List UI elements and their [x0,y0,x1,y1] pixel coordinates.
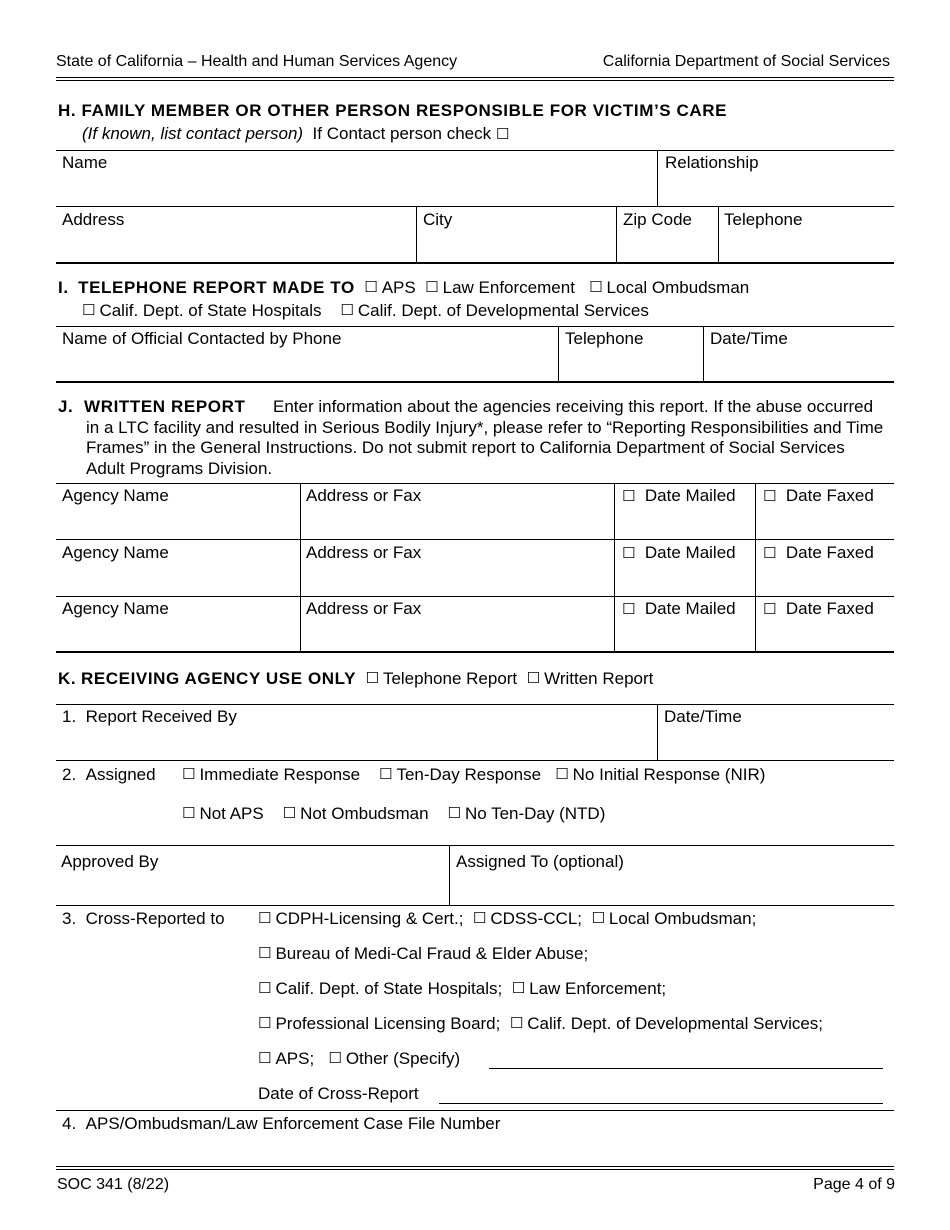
cross-reported-label: 3. Cross-Reported to [62,909,225,928]
agency-name-field[interactable]: Agency Name [62,599,169,618]
section-k-heading: K. RECEIVING AGENCY USE ONLY ☐ Telephone Report ☐ Written Report [58,669,653,689]
cross-report-line-2 [258,944,588,964]
telephone-report-checkbox[interactable]: ☐ Telephone Report [366,669,518,688]
official-name-field[interactable]: Name of Official Contacted by Phone [62,329,342,348]
agency-address-field[interactable]: Address or Fax [306,486,422,505]
law-enforcement-checkbox[interactable]: ☐ Law Enforcement [425,278,575,297]
date-of-cross-report-label: Date of Cross-Report [258,1084,419,1103]
cross-report-line-4 [258,1014,823,1034]
local-ombudsman-checkbox[interactable]: ☐ Local Ombudsman [589,278,749,297]
address-field[interactable]: Address [62,210,125,229]
header-department: California Department of Social Services [602,53,890,70]
law-enforcement-cross-checkbox[interactable]: ☐ Law Enforcement; [512,979,666,998]
i-telephone-field[interactable]: Telephone [565,329,644,348]
header-agency: State of California – Health and Human Services Agency [56,53,458,70]
not-aps-checkbox[interactable]: ☐ Not APS [182,804,264,823]
h-table-top [56,150,894,151]
assigned-label: 2. Assigned [62,765,156,784]
section-i-line1: I. TELEPHONE REPORT MADE TO ☐ APS ☐ Law Enforcement ☐ Local Ombudsman [58,278,749,298]
written-report-checkbox[interactable]: ☐ Written Report [527,669,654,688]
other-specify-input[interactable] [489,1068,883,1069]
approved-by-field[interactable]: Approved By [61,852,159,871]
cdss-ccl-checkbox[interactable]: ☐ CDSS-CCL; [473,909,582,928]
date-faxed-checkbox[interactable]: ☐ Date Faxed [763,599,874,618]
immediate-response-checkbox[interactable]: ☐ Immediate Response [182,765,360,784]
agency-name-field[interactable]: Agency Name [62,543,169,562]
agency-name-field[interactable]: Agency Name [62,486,169,505]
footer-rule-2 [56,1169,894,1170]
section-j-instructions: Enter information about the agencies receiving this report. If the abuse occurred in a LTC facility and resulted in Serious Bodily Injury*, please refer to “Reporting Responsibilities and Time Frames” in the General Instructions. Do not submit report to California Department of Social Services Adult Programs Division. [86,397,884,478]
h-telephone-field[interactable]: Telephone [724,210,803,229]
not-ombudsman-checkbox[interactable]: ☐ Not Ombudsman [283,804,429,823]
relationship-field[interactable]: Relationship [665,153,759,172]
no-initial-response-checkbox[interactable]: ☐ No Initial Response (NIR) [555,765,765,784]
ten-day-response-checkbox[interactable]: ☐ Ten-Day Response [379,765,541,784]
assigned-options-row1 [182,765,765,785]
aps-cross-checkbox[interactable]: ☐ APS; [258,1049,314,1068]
local-ombudsman-cross-checkbox[interactable]: ☐ Local Ombudsman; [591,909,756,928]
date-faxed-checkbox[interactable]: ☐ Date Faxed [763,543,874,562]
cross-report-line-3 [258,979,666,999]
date-mailed-checkbox[interactable]: ☐ Date Mailed [622,543,736,562]
section-h-heading: H. FAMILY MEMBER OR OTHER PERSON RESPONSIBLE FOR VICTIM’S CARE [58,101,728,120]
i-datetime-field[interactable]: Date/Time [710,329,788,348]
report-received-by-field[interactable]: 1. Report Received By [62,707,237,726]
header-rule [56,77,894,78]
date-of-cross-report-input[interactable] [439,1103,883,1104]
medi-cal-fraud-checkbox[interactable]: ☐ Bureau of Medi-Cal Fraud & Elder Abuse; [258,944,588,963]
developmental-services-cross-checkbox[interactable]: ☐ Calif. Dept. of Developmental Services; [510,1014,823,1033]
developmental-services-checkbox[interactable]: ☐ Calif. Dept. of Developmental Services [340,301,648,320]
agency-address-field[interactable]: Address or Fax [306,599,422,618]
date-mailed-checkbox[interactable]: ☐ Date Mailed [622,599,736,618]
state-hospitals-cross-checkbox[interactable]: ☐ Calif. Dept. of State Hospitals; [258,979,502,998]
no-ten-day-checkbox[interactable]: ☐ No Ten-Day (NTD) [447,804,605,823]
section-j-heading: J. WRITTEN REPORT [58,397,246,416]
cross-report-line-5 [258,1049,460,1069]
zip-field[interactable]: Zip Code [623,210,692,229]
form-number: SOC 341 (8/22) [57,1176,170,1193]
section-h-note-line: (If known, list contact person) If Contact person check ☐ [82,124,510,143]
other-specify-checkbox[interactable]: ☐ Other (Specify) [328,1049,460,1068]
state-hospitals-checkbox[interactable]: ☐ Calif. Dept. of State Hospitals [82,301,322,320]
cross-report-line-1 [258,909,756,929]
aps-checkbox[interactable]: ☐ APS [364,278,415,297]
city-field[interactable]: City [423,210,453,229]
assigned-options-row2 [182,804,605,824]
contact-person-checkbox[interactable]: ☐ [495,125,510,143]
footer-rule [56,1166,894,1167]
date-mailed-checkbox[interactable]: ☐ Date Mailed [622,486,736,505]
case-file-number-field[interactable]: 4. APS/Ombudsman/Law Enforcement Case File Number [62,1114,501,1133]
agency-address-field[interactable]: Address or Fax [306,543,422,562]
page-number: Page 4 of 9 [813,1176,895,1193]
name-field[interactable]: Name [62,153,108,172]
date-faxed-checkbox[interactable]: ☐ Date Faxed [763,486,874,505]
licensing-board-checkbox[interactable]: ☐ Professional Licensing Board; [258,1014,500,1033]
assigned-to-field[interactable]: Assigned To (optional) [456,852,624,871]
cdph-licensing-checkbox[interactable]: ☐ CDPH-Licensing & Cert.; [258,909,463,928]
header-rule-2 [56,80,894,81]
section-i-line2 [82,301,649,321]
k-datetime-field[interactable]: Date/Time [664,707,742,726]
